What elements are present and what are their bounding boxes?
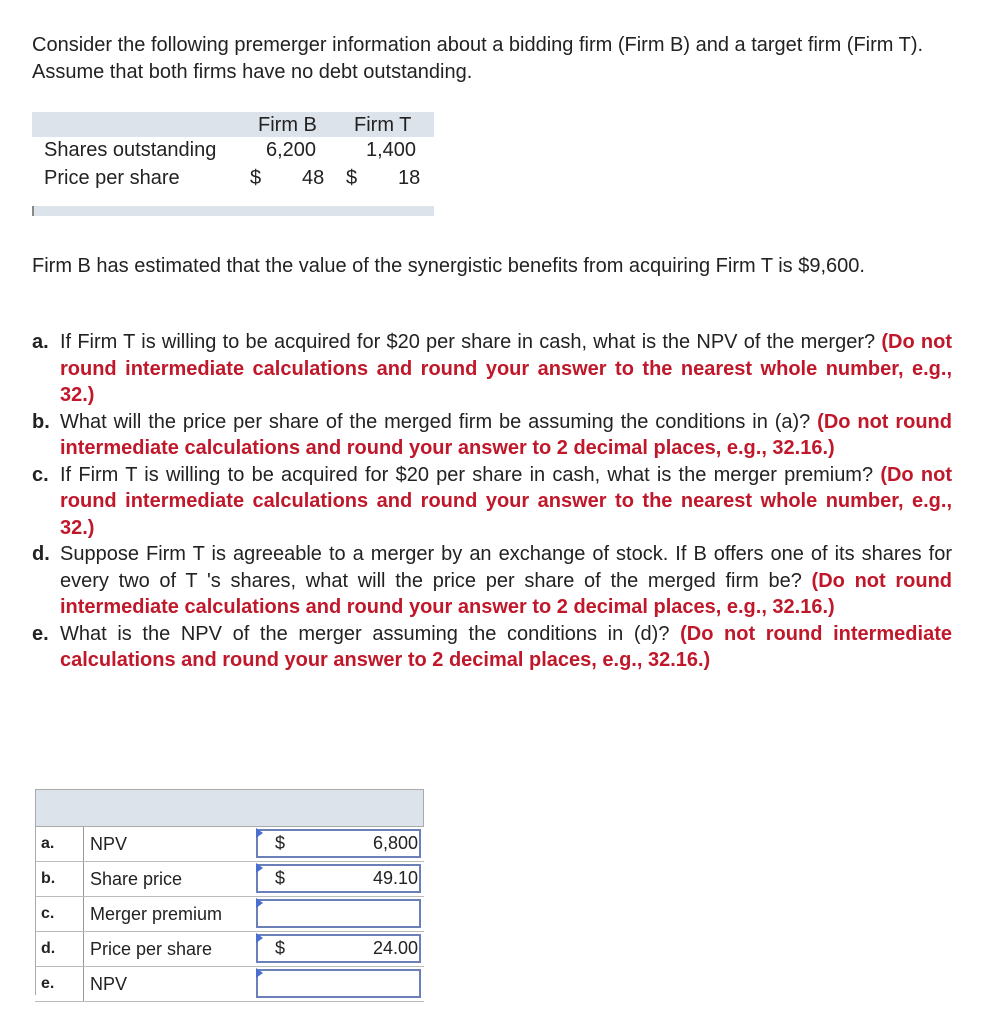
input-marker-icon xyxy=(256,863,263,873)
answer-row-b xyxy=(35,862,424,897)
firm-t-shares: 1,400 xyxy=(366,139,417,161)
question-letter: a. xyxy=(32,331,49,353)
answer-letter: c. xyxy=(41,905,55,922)
answer-row-c xyxy=(35,897,424,932)
rounding-instruction: (Do not round intermediate calculations and round your answer to 2 decimal places, e.g., 32.16.) xyxy=(60,410,952,459)
firm-b-price: 48 xyxy=(302,167,325,189)
answer-row-d xyxy=(35,932,424,967)
header-firm-b: Firm B xyxy=(258,114,317,136)
merger-premium-input[interactable] xyxy=(256,899,421,928)
answer-letter: d. xyxy=(41,940,56,957)
premerger-row-price xyxy=(32,165,434,193)
question-list xyxy=(32,329,952,674)
question-letter: b. xyxy=(32,410,50,433)
currency-symbol: $ xyxy=(275,938,286,958)
premerger-row-shares xyxy=(32,137,434,165)
table-bottom-bar xyxy=(32,206,434,216)
firm-t-dollar: $ xyxy=(346,167,358,189)
answer-label: Share price xyxy=(90,869,183,889)
problem-intro: Consider the following premerger information about a bidding firm (Firm B) and a target firm (Firm T). Assume that both firms have no debt outstanding. xyxy=(32,34,924,83)
question-text: What is the NPV of the merger assuming the conditions in (d)? xyxy=(60,622,670,645)
input-marker-icon xyxy=(256,898,263,908)
question-text: Suppose Firm T is agreeable to a merger by an exchange of stock. If B offers one of its shares for every two of T 's shares, what will the price per share of the merged firm be? xyxy=(60,543,952,592)
answer-table-header xyxy=(35,789,424,827)
rounding-instruction: (Do not round intermediate calculations and round your answer to the nearest whole number, e.g., 32.) xyxy=(60,331,952,406)
answer-value: 24.00 xyxy=(372,938,418,958)
npv-stock-input[interactable] xyxy=(256,969,421,998)
answer-label: Price per share xyxy=(90,939,213,959)
question-c xyxy=(32,462,952,542)
rounding-instruction: (Do not round intermediate calculations and round your answer to 2 decimal places, e.g., 32.16.) xyxy=(60,622,952,671)
question-letter: c. xyxy=(32,463,49,486)
firm-b-dollar: $ xyxy=(250,167,262,189)
firm-t-price: 18 xyxy=(398,167,421,189)
premerger-header-row xyxy=(32,112,434,137)
row-label: Shares outstanding xyxy=(44,139,217,161)
currency-symbol: $ xyxy=(275,868,286,888)
header-firm-t: Firm T xyxy=(354,114,412,136)
input-marker-icon xyxy=(256,828,263,838)
question-d xyxy=(32,541,952,621)
rounding-instruction: (Do not round intermediate calculations and round your answer to 2 decimal places, e.g., 32.16.) xyxy=(60,569,953,618)
firm-b-shares: 6,200 xyxy=(266,139,317,161)
answer-letter: b. xyxy=(41,870,56,887)
question-text: If Firm T is willing to be acquired for $20 per share in cash, what is the NPV of the merger? xyxy=(60,331,876,353)
currency-symbol: $ xyxy=(275,833,286,853)
answer-letter: e. xyxy=(41,975,55,992)
question-text: What will the price per share of the merged firm be assuming the conditions in (a)? xyxy=(60,410,811,433)
synergy-statement: Firm B has estimated that the value of the synergistic benefits from acquiring Firm T is $9,600. xyxy=(32,255,865,277)
question-a xyxy=(32,329,952,409)
answer-label: Merger premium xyxy=(90,904,223,924)
answer-label: NPV xyxy=(90,974,128,994)
answer-value: 6,800 xyxy=(372,833,418,853)
question-b xyxy=(32,409,952,462)
answer-row-a xyxy=(35,827,424,862)
question-text: If Firm T is willing to be acquired for $20 per share in cash, what is the merger premium? xyxy=(60,463,874,486)
answer-row-e xyxy=(35,967,424,1002)
premerger-table xyxy=(32,112,434,216)
question-letter: e. xyxy=(32,622,49,645)
rounding-instruction: (Do not round intermediate calculations and round your answer to the nearest whole number, e.g., 32.) xyxy=(60,463,952,539)
input-marker-icon xyxy=(256,933,263,943)
row-label: Price per share xyxy=(44,167,180,189)
answer-letter: a. xyxy=(41,835,55,852)
question-letter: d. xyxy=(32,543,50,565)
answer-value: 49.10 xyxy=(372,868,418,888)
input-marker-icon xyxy=(256,968,263,978)
answer-table xyxy=(35,789,424,1002)
question-e xyxy=(32,621,952,674)
answer-label: NPV xyxy=(90,834,128,854)
